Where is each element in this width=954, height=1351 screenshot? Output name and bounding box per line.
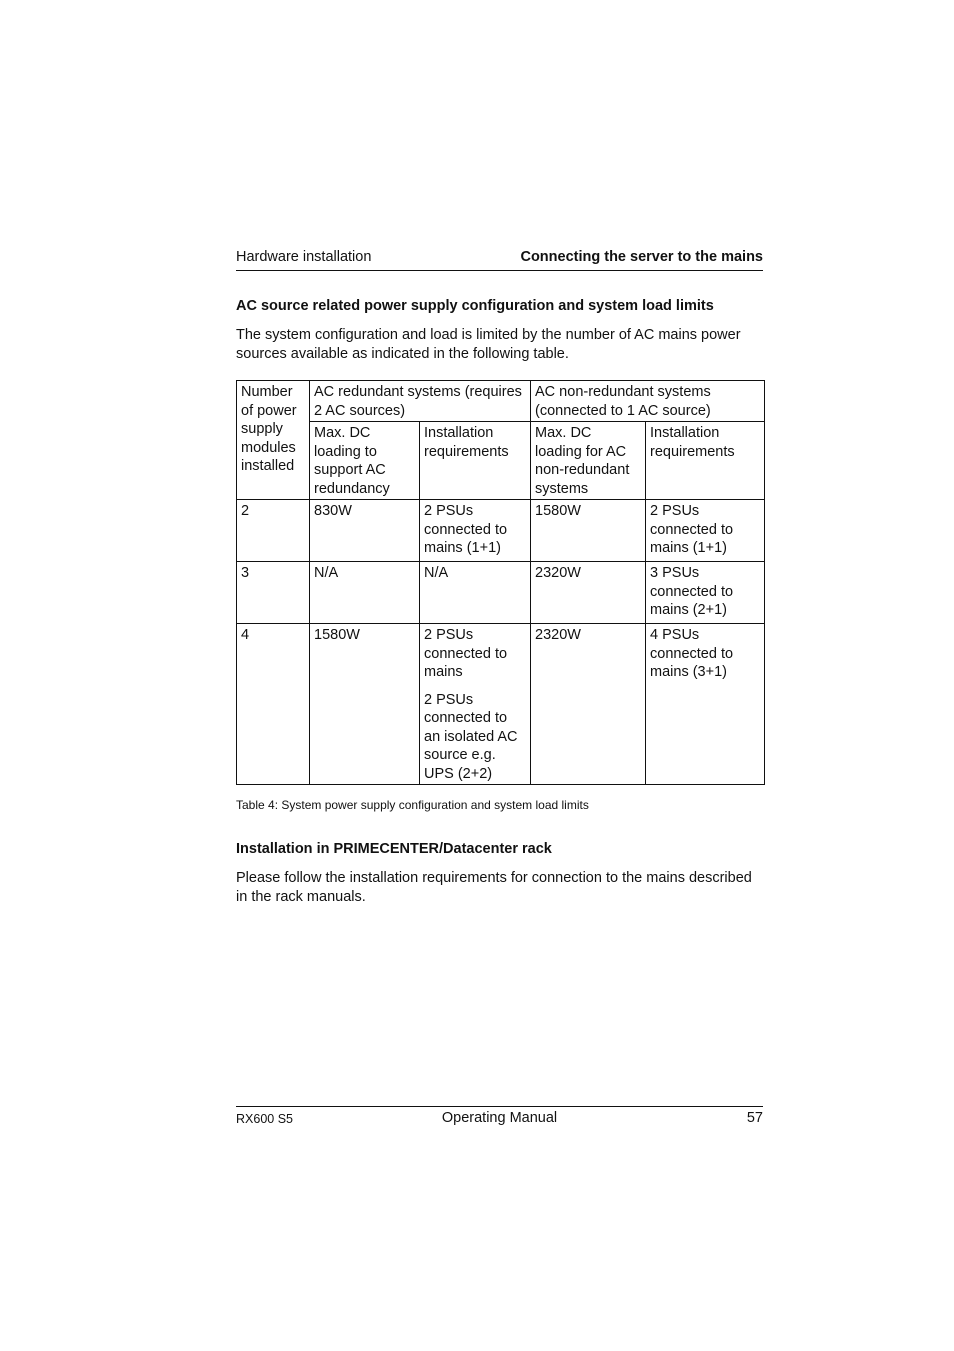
running-header [236, 248, 763, 271]
header-chapter: Connecting the server to the mains [520, 249, 763, 265]
subheader-nonredundant-load: Max. DC loading for AC non-redundant systems [531, 422, 646, 500]
cell-redundant-install [420, 624, 531, 785]
table-caption: Table 4: System power supply configuration and system load limits [236, 798, 589, 812]
subheader-redundant-load: Max. DC loading to support AC redundancy [310, 422, 420, 500]
cell-nonredundant-load: 2320W [531, 562, 646, 624]
section-heading: AC source related power supply configuration and system load limits [236, 298, 714, 314]
cell-nonredundant-load: 1580W [531, 500, 646, 562]
cell-modules: 4 [237, 624, 310, 785]
cell-paragraph: 2 PSUs connected to an isolated AC source e.g. UPS (2+2) [424, 691, 518, 782]
header-modules: Number of power supply modules installed [237, 381, 310, 500]
rack-paragraph: Please follow the installation requirements for connection to the mains described in the rack manuals. [236, 870, 752, 905]
intro-paragraph: The system configuration and load is limited by the number of AC mains power sources available as indicated in the following table. [236, 327, 741, 362]
cell-nonredundant-install: 2 PSUs connected to mains (1+1) [646, 500, 765, 562]
cell-redundant-load: N/A [310, 562, 420, 624]
power-config-table [236, 380, 765, 785]
page-number: 57 [746, 1110, 763, 1126]
subsection-heading: Installation in PRIMECENTER/Datacenter rack [236, 841, 552, 857]
footer-model: RX600 S5 [236, 1112, 293, 1126]
cell-modules: 3 [237, 562, 310, 624]
document-page [236, 0, 763, 1351]
table-subheader-row [237, 422, 765, 500]
cell-nonredundant-install: 4 PSUs connected to mains (3+1) [646, 624, 765, 785]
table-row [237, 500, 765, 562]
cell-nonredundant-install: 3 PSUs connected to mains (2+1) [646, 562, 765, 624]
header-ac-redundant: AC redundant systems (requires 2 AC sources) [310, 381, 531, 422]
cell-redundant-load: 830W [310, 500, 420, 562]
cell-redundant-install [420, 562, 531, 624]
subheader-nonredundant-install: Installation requirements [646, 422, 765, 500]
running-footer [236, 1106, 763, 1131]
cell-modules: 2 [237, 500, 310, 562]
cell-redundant-install [420, 500, 531, 562]
cell-paragraph: 2 PSUs connected to mains [424, 627, 508, 680]
table-header-row [237, 381, 765, 422]
header-ac-nonredundant: AC non-redundant systems (connected to 1 AC source) [531, 381, 765, 422]
table-row [237, 624, 765, 785]
cell-paragraph: 2 PSUs connected to mains (1+1) [424, 503, 508, 556]
cell-redundant-load: 1580W [310, 624, 420, 785]
header-section: Hardware installation [236, 249, 372, 265]
subheader-redundant-install: Installation requirements [420, 422, 531, 500]
footer-manual-title: Operating Manual [441, 1110, 558, 1126]
cell-nonredundant-load: 2320W [531, 624, 646, 785]
table-row [237, 562, 765, 624]
cell-paragraph: N/A [424, 565, 449, 581]
